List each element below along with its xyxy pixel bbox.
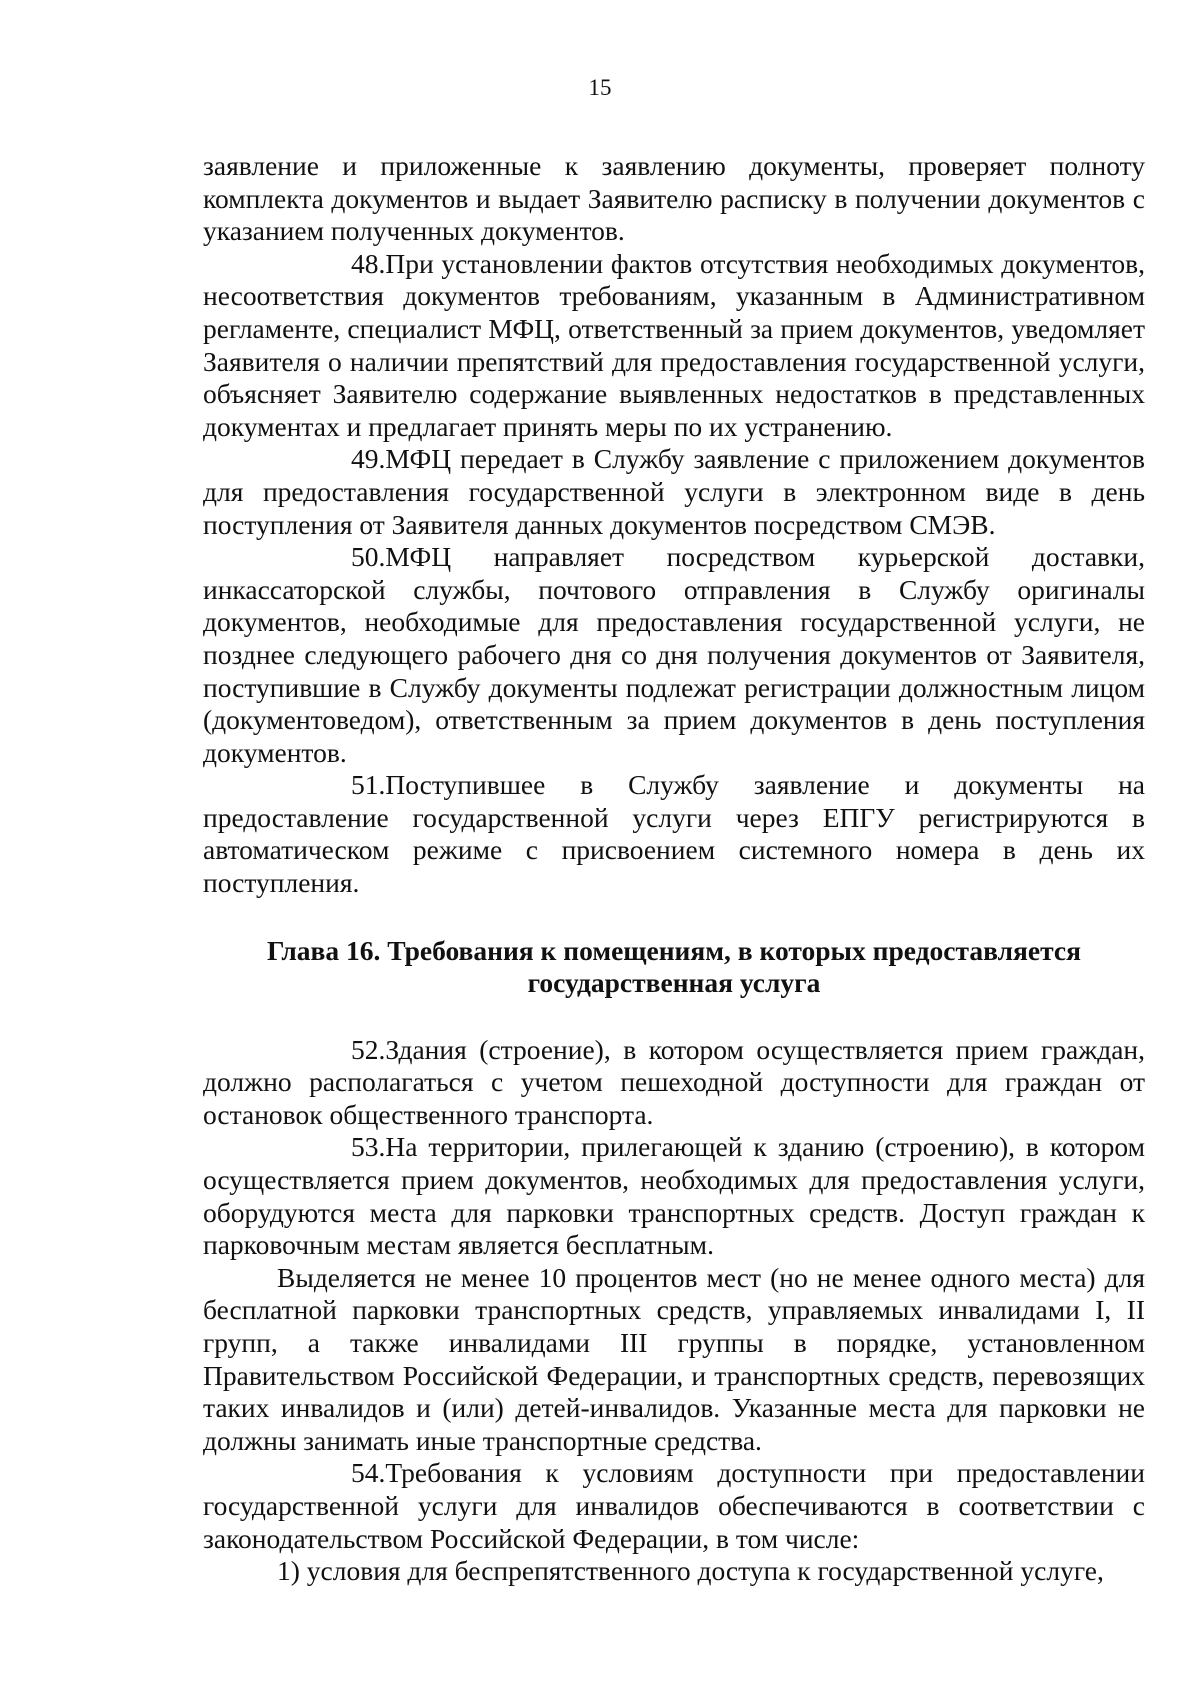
chapter-heading-line2: государственная услуга bbox=[527, 966, 821, 998]
paragraph-54-item-1 bbox=[203, 1555, 1145, 1588]
paragraph-number: 49. bbox=[351, 443, 386, 475]
paragraph-number: 50. bbox=[351, 541, 386, 573]
paragraph-text: Здания (строение), в котором осуществляется прием граждан, должно располагаться с учетом пешеходной доступности для граждан от остановок общественного транспорта. bbox=[203, 1033, 1145, 1130]
chapter-heading-line1: Глава 16. Требования к помещениям, в которых предоставляется bbox=[266, 934, 1082, 966]
paragraph-number: 53. bbox=[351, 1131, 386, 1163]
paragraph-number: 52. bbox=[351, 1033, 386, 1065]
paragraph-text: При установлении фактов отсутствия необходимых документов, несоответствия документов требованиям, указанным в Административном регламенте, специалист МФЦ, ответственный за прием документов, уведомляет Заявителя о наличии препятствий для предоставления государственной услуги, объясняет Заявителю содержание выявленных недостатков в представленных документах и предлагает принять меры по их устранению. bbox=[203, 247, 1145, 442]
paragraph-text: МФЦ передает в Службу заявление с приложением документов для предоставления государственной услуги в электронном виде в день поступления от Заявителя данных документов посредством СМЭВ. bbox=[203, 443, 1145, 540]
paragraph-number: 51. bbox=[351, 769, 386, 801]
paragraph-number: 48. bbox=[351, 247, 386, 279]
paragraph-text: Требования к условиям доступности при предоставлении государственной услуги для инвалидов обеспечиваются в соответствии с законодательством Российской Федерации, в том числе: bbox=[203, 1457, 1145, 1554]
paragraph-53 bbox=[203, 1131, 1145, 1261]
paragraph-text: На территории, прилегающей к зданию (строению), в котором осуществляется прием документов, необходимых для предоставления услуги, оборудуются места для парковки транспортных средств. Доступ граждан к парковочным местам является бесплатным. bbox=[203, 1131, 1145, 1261]
paragraph-continuation bbox=[203, 150, 1145, 248]
chapter-heading bbox=[203, 935, 1145, 999]
paragraph-50 bbox=[203, 541, 1145, 769]
paragraph-number: 54. bbox=[351, 1457, 386, 1489]
paragraph-text: МФЦ направляет посредством курьерской доставки, инкассаторской службы, почтового отправления в Службу оригиналы документов, необходимые для предоставления государственной услуги, не позднее следующего рабочего дня со дня получения документов от Заявителя, поступившие в Службу документы подлежат регистрации должностным лицом (документоведом), ответственным за прием документов в день поступления документов. bbox=[203, 541, 1145, 768]
paragraph-53-parking bbox=[203, 1262, 1145, 1458]
paragraph-text: заявление и приложенные к заявлению документы, проверяет полноту комплекта документов и выдает Заявителю расписку в получении документов с указанием полученных документов. bbox=[203, 150, 1145, 247]
paragraph-48 bbox=[203, 248, 1145, 444]
paragraph-51 bbox=[203, 769, 1145, 899]
document-body bbox=[203, 150, 1145, 1588]
page-number: 15 bbox=[588, 75, 612, 100]
paragraph-54 bbox=[203, 1457, 1145, 1555]
paragraph-text: Выделяется не менее 10 процентов мест (но не менее одного места) для бесплатной парковки транспортных средств, управляемых инвалидами I, II групп, а также инвалидами III группы в порядке, установленном Правительством Российской Федерации, и транспортных средств, перевозящих таких инвалидов и (или) детей-инвалидов. Указанные места для парковки не должны занимать иные транспортные средства. bbox=[203, 1261, 1145, 1456]
paragraph-text: Поступившее в Службу заявление и документы на предоставление государственной услуги через ЕПГУ регистрируются в автоматическом режиме с присвоением системного номера в день их поступления. bbox=[203, 769, 1145, 899]
paragraph-49 bbox=[203, 443, 1145, 541]
paragraph-52 bbox=[203, 1034, 1145, 1132]
paragraph-text: 1) условия для беспрепятственного доступа к государственной услуге, bbox=[277, 1555, 1104, 1587]
